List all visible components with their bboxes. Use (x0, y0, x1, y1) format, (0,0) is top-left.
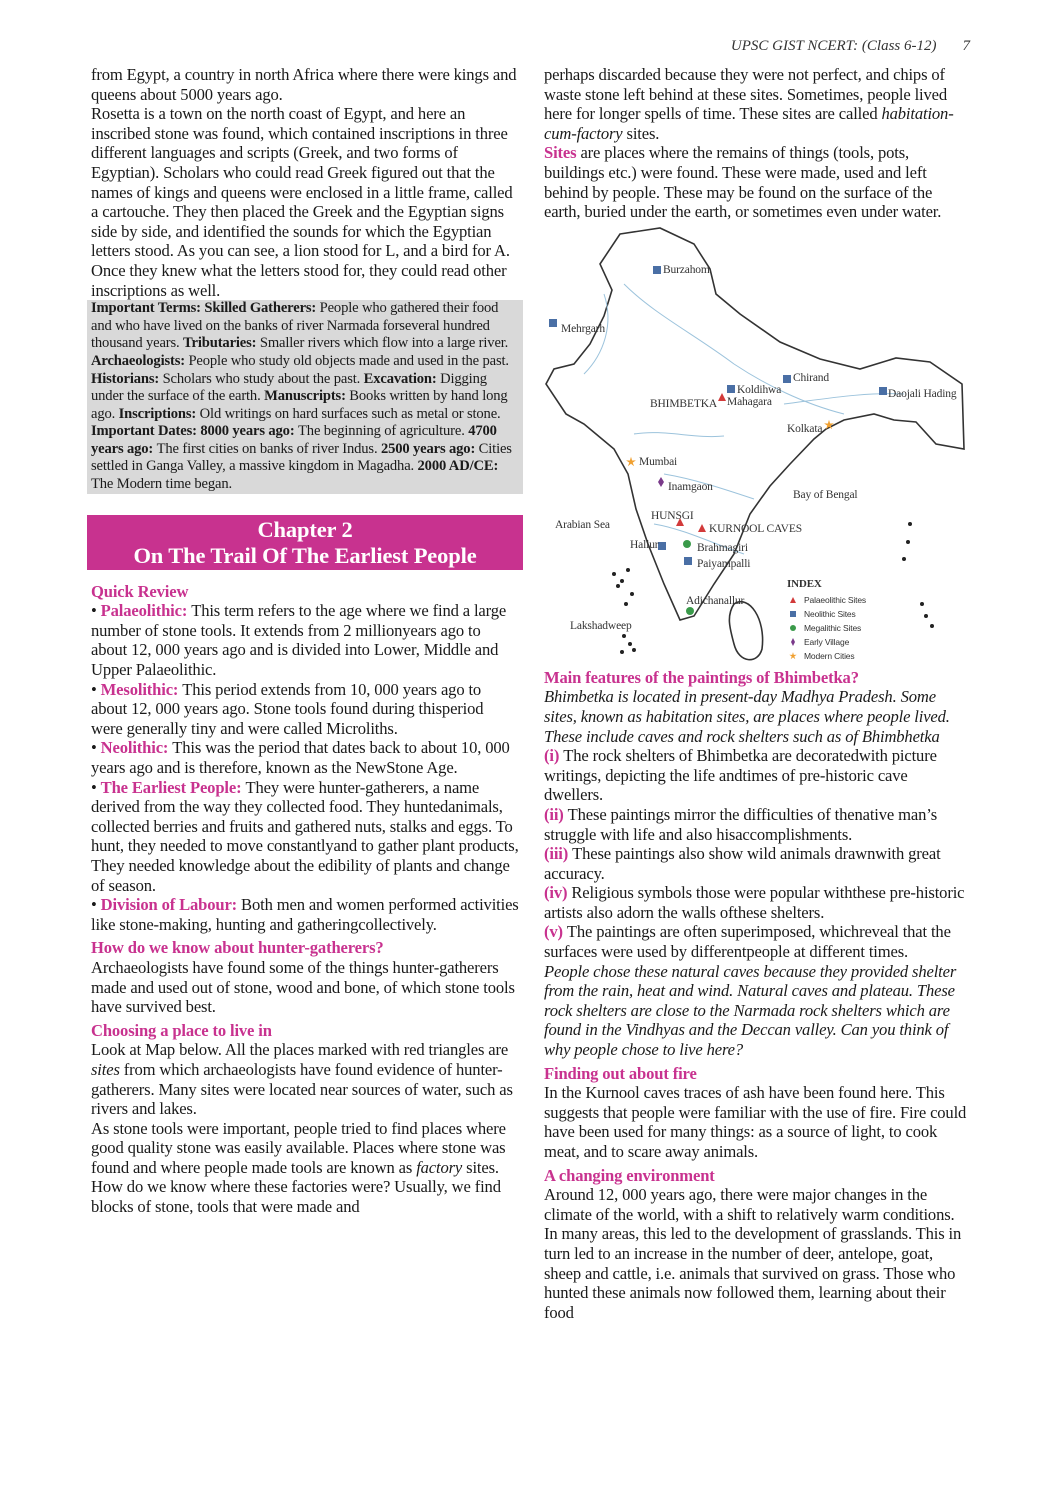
text-run: • (91, 679, 101, 699)
highlight-term: (iv) (544, 883, 572, 903)
text-run: People who study old objects made and used in the past. (188, 352, 509, 369)
highlight-term: Neolithic: (100, 738, 173, 758)
paragraph (91, 738, 519, 777)
section-heading (544, 1166, 968, 1186)
paragraph (91, 104, 519, 300)
section-heading (544, 1064, 968, 1084)
section-heading (91, 582, 519, 602)
text-run: • (91, 601, 101, 621)
bold-term: Tributaries: (183, 335, 260, 352)
map-label: Daojali Hading (888, 387, 957, 400)
text-run: Books written by hand long ago. (91, 388, 508, 422)
map-index-title: INDEX (787, 577, 822, 590)
paragraph (91, 895, 519, 934)
bold-term: Excavation: (363, 370, 441, 387)
highlight-term: (ii) (544, 804, 568, 824)
text-run: The beginning of agriculture. (298, 423, 469, 440)
text-run: factory (416, 1157, 463, 1177)
paragraph (91, 680, 519, 739)
text-run: Around 12, 000 years ago, there were major changes in the climate of the world, with a shift to relatively warm conditions. In many areas, this led to the development of grasslands. This in turn led to an increase in the number of deer, antelope, goat, sheep and cattle, i.e. animals that survived on grass. Those who hunted these animals now followed them, learning about their food (544, 1185, 962, 1322)
text-run: As stone tools were important, people tried to find places where good quality stone was easily available. Places where stone was found and where people made tools are known as (91, 1118, 506, 1177)
text-run: are places where the remains of things (tools, pots, buildings etc.) were found. These were made, used and left behind by people. These may be found on the surface of the earth, buried under the earth, or sometimes even under water. (544, 143, 942, 222)
paragraph (91, 778, 519, 896)
bold-term: Historians: (91, 370, 163, 387)
running-header (731, 38, 970, 55)
bold-term: 2500 years ago: (380, 440, 479, 457)
paragraph (91, 1119, 519, 1178)
text-run: These paintings also show wild animals drawnwith great accuracy. (544, 844, 941, 883)
highlight-term: The Earliest People: (100, 777, 246, 797)
highlight-term: Sites (544, 143, 581, 163)
paragraph (544, 922, 968, 961)
text-run: Archaeologists have found some of the things hunter-gatherers made and used out of stone, wood and bone, of which stone tools have survived best. (91, 957, 515, 1017)
text-run: Finding out about fire (544, 1063, 697, 1083)
map-legend-item: Modern Cities (804, 650, 855, 661)
text-run: Rosetta is a town on the north coast of Egypt, and here an inscribed stone was found, which contained inscriptions in three different languages and scripts (Greek, and two forms of Egyptian). Scholars who could read Greek figured out that the names of kings and queens were enclosed in a little frame, called a cartouche. They then placed the Greek and the Egyptian signs side by side, and identified the sounds for which the Egyptian letters stood. As you can see, a lion stood for L, and a bird for A. Once they knew what the letters stood for, they could read other inscriptions as well. (91, 104, 513, 300)
text-run: Quick Review (91, 581, 189, 601)
text-run: Cities settled in Ganga Valley, a massive kingdom in Magadha. (91, 440, 512, 475)
map-legend-item: Neolithic Sites (804, 608, 856, 619)
text-run: How do we know where these factories were? Usually, we find blocks of stone, tools that were made and (91, 1177, 501, 1217)
paragraph (544, 883, 968, 922)
text-run: The rock shelters of Bhimbetka are decoratedwith picture writings, depicting the life andtimes of pre-historic cave dwellers. (544, 746, 937, 805)
text-run: This was the period that dates back to about 10, 000 years ago and is therefore, known as the NewStone Age. (91, 738, 510, 777)
paragraph (544, 746, 968, 805)
left-column (91, 65, 519, 1217)
bold-term: Inscriptions: (118, 405, 200, 422)
text-run: These paintings mirror the difficulties of thenative man’s struggle with life and also hisaccomplishments. (544, 804, 937, 844)
text-run: On The Trail Of The Earliest People (133, 542, 477, 568)
text-run: Digging under the surface of the earth. (91, 370, 487, 405)
text-run: Old writings on hard surfaces such as metal or stone. (199, 405, 501, 422)
text-run: The paintings are often superimposed, whichreveal that the surfaces were used by differentpeople at different times. (544, 922, 951, 962)
map-legend-item: Megalithic Sites (804, 622, 862, 633)
highlight-term: (iii) (544, 844, 573, 864)
map-label: Brahmagiri (697, 541, 748, 554)
text-run: Smaller rivers which flow into a large river. (259, 335, 509, 352)
highlight-term: Division of Labour: (100, 895, 242, 915)
paragraph (544, 844, 968, 883)
text-run: How do we know about hunter-gatherers? (91, 938, 384, 958)
text-run: They were hunter-gatherers, a name derived from the way they collected food. They huntedanimals, collected berries and fruits and gathered nuts, stalks and eggs. To hunt, they needed to move constantlyand to gather plant products, They needed knowledge about the edibility of plants and change of season. (91, 777, 519, 895)
map-label: BHIMBETKA (650, 397, 718, 410)
text-run: Choosing a place to live in (91, 1020, 272, 1040)
map-label: Mahagara (727, 395, 772, 408)
map-label: Koldihwa (737, 383, 782, 396)
map-label: Mumbai (639, 455, 678, 468)
paragraph (91, 958, 519, 1017)
text-run: from which archaeologists have found evidence of hunter-gatherers. Many sites were located near sources of water, such as rivers and lakes. (91, 1059, 513, 1119)
map-label: Mehrgarh (561, 322, 605, 335)
chapter-title-banner (87, 515, 523, 570)
map-legend-item: Palaeolithic Sites (804, 594, 867, 605)
paragraph (544, 143, 968, 221)
bold-term: Archaeologists: (91, 352, 189, 369)
paragraph (91, 1040, 519, 1118)
map-label: Hallur (630, 538, 659, 551)
text-run: from Egypt, a country in north Africa where there were kings and queens about 5000 years ago. (91, 65, 517, 104)
section-heading (91, 938, 519, 958)
paragraph (544, 962, 968, 1060)
bold-term: Important Terms: Skilled Gatherers: (91, 300, 320, 317)
text-run: sites. (622, 123, 660, 143)
india-outline (544, 224, 968, 664)
map-label: Chirand (793, 371, 829, 384)
text-run: sites. (462, 1157, 499, 1177)
map-label: Paiyampalli (697, 557, 751, 570)
bold-term: Manuscripts: (264, 388, 350, 405)
text-run: This term refers to the age where we find a large number of stone tools. It extends from 2 millionyears ago to about 12, 000 years ago and is divided into Lower, Middle and Upper Palaeolithic. (91, 601, 507, 680)
paragraph (91, 601, 519, 679)
text-run: habitation-cum-factory (544, 104, 954, 143)
map-label: Bay of Bengal (793, 488, 858, 501)
text-run: sites (91, 1059, 120, 1079)
important-box (87, 300, 523, 423)
text-run: This period extends from 10, 000 years ago to about 12, 000 years ago. Stone tools found during thisperiod were generally tiny and were called Microliths. (91, 679, 484, 738)
header-title: UPSC GIST NCERT: (Class 6-12) (730, 38, 937, 54)
page-number: 7 (962, 38, 970, 54)
map-label: Burzahom (663, 263, 710, 276)
text-run: • (91, 738, 101, 758)
map-label: Adichanallur (686, 594, 745, 607)
text-run: Chapter 2 (257, 516, 353, 542)
section-heading (91, 1021, 519, 1041)
paragraph (544, 805, 968, 844)
text-run: The Modern time began. (91, 476, 232, 493)
text-run: People chose these natural caves because they provided shelter from the rain, heat and wind. Natural caves and plateau. These rock shelters are close to the Narmada rock shelters which are found in the Vindhyas and the Deccan valley. Can you think of why people chose to live here? (544, 961, 957, 1060)
text-run: Main features of the paintings of Bhimbetka? (544, 667, 859, 687)
highlight-term: Palaeolithic: (100, 601, 192, 621)
map-label: Kolkata (787, 422, 823, 435)
map-legend-item: Early Village (804, 636, 850, 647)
right-column (544, 65, 968, 1322)
text-run: The first cities on banks of river Indus. (156, 440, 381, 457)
bold-term: 4700 years ago: (91, 423, 497, 457)
text-run: perhaps discarded because they were not perfect, and chips of waste stone left behind at these sites. Sometimes, people lived here for longer spells of time. These sites are called (544, 65, 947, 124)
text-run: • (91, 777, 101, 797)
india-sites-map (544, 224, 968, 664)
map-label: Lakshadweep (570, 619, 632, 632)
paragraph (91, 1177, 519, 1216)
text-run: Religious symbols those were popular withthese pre-historic artists also adorn the walls ofthese shelters. (544, 883, 965, 922)
text-run: In the Kurnool caves traces of ash have been found here. This suggests that people were familiar with the use of fire. Fire could have been used for many things: as a source of light, to cook meat, and to scare away animals. (544, 1083, 967, 1161)
map-label: Arabian Sea (555, 518, 610, 531)
highlight-term: Mesolithic: (100, 679, 183, 699)
highlight-term: (v) (544, 922, 567, 942)
important-box (87, 423, 523, 493)
paragraph (544, 1083, 968, 1161)
bold-term: Important Dates: 8000 years ago: (91, 423, 299, 440)
paragraph (91, 65, 519, 104)
paragraph (544, 65, 968, 143)
section-heading (544, 668, 968, 688)
text-run: Bhimbetka is located in present-day Madhya Pradesh. Some sites, known as habitation sites, are places where people lived. These include caves and rock shelters such as of Bhimbhetka (544, 687, 950, 746)
text-run: Both men and women performed activities like stone-making, hunting and gatheringcollectively. (91, 895, 519, 934)
text-run: People who gathered their food and who have lived on the banks of river Narmada forseveral hundred thousand years. (91, 300, 499, 352)
paragraph (544, 1185, 968, 1322)
text-run: Scholars who study about the past. (162, 370, 364, 387)
bold-term: 2000 AD/CE: (417, 458, 499, 475)
text-run: Look at Map below. All the places marked with red triangles are (91, 1040, 509, 1060)
map-label: HUNSGI (651, 509, 694, 522)
text-run: • (91, 895, 101, 915)
highlight-term: (i) (544, 746, 564, 766)
map-label: Inamgaon (668, 480, 713, 493)
text-run: A changing environment (544, 1165, 715, 1185)
map-label: KURNOOL CAVES (709, 522, 802, 535)
paragraph (544, 687, 968, 746)
